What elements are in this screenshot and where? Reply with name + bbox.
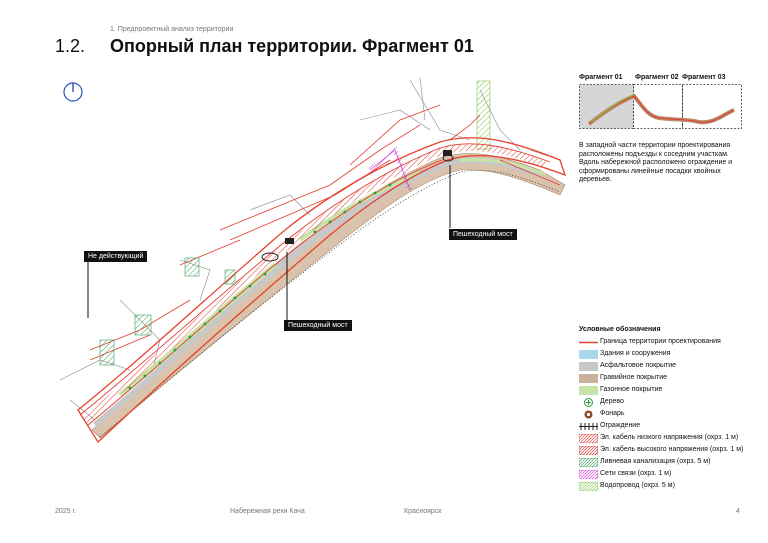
gravel-bank bbox=[92, 153, 565, 438]
legend-item-label: Фонарь bbox=[600, 410, 625, 417]
legend-item-label: Асфальтовое покрытие bbox=[600, 362, 677, 369]
footer-year: 2025 г. bbox=[55, 508, 77, 515]
fill-swatch-icon bbox=[579, 362, 598, 371]
lamp-swatch-icon bbox=[579, 410, 598, 419]
legend-item bbox=[579, 445, 759, 457]
legend-item-label: Эл. кабель низкого напряжения (охрз. 1 м) bbox=[600, 434, 739, 441]
legend-item-label: Газонное покрытие bbox=[600, 386, 663, 393]
legend-item bbox=[579, 385, 759, 397]
inactive-callout: Не действующий bbox=[84, 251, 147, 262]
fill-swatch-icon bbox=[579, 386, 598, 395]
footer-city: Красноярск bbox=[404, 508, 442, 515]
legend-item bbox=[579, 349, 759, 361]
legend-title: Условные обозначения bbox=[579, 326, 661, 333]
legend-item bbox=[579, 337, 759, 349]
fragment-label-1: Фрагмент 01 bbox=[579, 74, 623, 81]
page-title: Опорный план территории. Фрагмент 01 bbox=[110, 36, 474, 56]
line-swatch-icon bbox=[579, 338, 598, 347]
legend-item-label: Ограждение bbox=[600, 422, 641, 429]
storm-drain-patch bbox=[135, 315, 151, 335]
legend-item bbox=[579, 361, 759, 373]
footer-project: Набережная реки Кача bbox=[230, 508, 305, 515]
fragment-label-3: Фрагмент 03 bbox=[682, 74, 726, 81]
legend-item-label: Сети связи (охрз. 1 м) bbox=[600, 470, 672, 477]
legend-item-label: Эл. кабель высокого напряжения (охрз. 1 м) bbox=[600, 446, 744, 453]
bridge-callout-left: Пешеходный мост bbox=[284, 320, 352, 331]
section-number: 1.2. bbox=[55, 36, 86, 56]
fragment-1-box bbox=[580, 85, 634, 129]
bridge-callout-right: Пешеходный мост bbox=[449, 229, 517, 240]
legend-item-label: Дерево bbox=[600, 398, 624, 405]
description-text: В западной части территории проектирования расположены подъезды к соседним участкам. Вдоль набережной расположено ограждение и сформированы линейные посадки хвойных деревьев. bbox=[579, 142, 733, 183]
hatch-swatch-icon bbox=[579, 482, 598, 491]
hatch-swatch-icon bbox=[579, 458, 598, 467]
legend bbox=[579, 337, 759, 493]
storm-drain-patch bbox=[100, 340, 114, 365]
legend-item bbox=[579, 481, 759, 493]
fence-swatch-icon bbox=[579, 422, 598, 431]
legend-item-label: Гравийное покрытие bbox=[600, 374, 667, 381]
fragment-key-map bbox=[579, 84, 742, 129]
hatch-swatch-icon bbox=[579, 446, 598, 455]
legend-item bbox=[579, 373, 759, 385]
project-boundary bbox=[78, 138, 565, 442]
legend-item bbox=[579, 433, 759, 445]
hatch-swatch-icon bbox=[579, 470, 598, 479]
legend-item bbox=[579, 457, 759, 469]
section-label: 1. Предпроектный анализ территории bbox=[110, 26, 234, 33]
footer-page-number: 4 bbox=[736, 508, 740, 515]
storm-drain-patch bbox=[185, 258, 199, 276]
legend-item bbox=[579, 469, 759, 481]
fragment-label-2: Фрагмент 02 bbox=[635, 74, 679, 81]
legend-item bbox=[579, 421, 759, 433]
legend-item-label: Граница территории проектирования bbox=[600, 338, 721, 345]
fill-swatch-icon bbox=[579, 350, 598, 359]
tree-swatch-icon bbox=[579, 398, 598, 407]
bridge-marker bbox=[285, 238, 294, 244]
legend-item bbox=[579, 409, 759, 421]
hatch-swatch-icon bbox=[579, 434, 598, 443]
legend-item-label: Здания и сооружения bbox=[600, 350, 671, 357]
fill-swatch-icon bbox=[579, 374, 598, 383]
legend-item-label: Водопровод (охрз. 5 м) bbox=[600, 482, 675, 489]
storm-drain-patch bbox=[225, 270, 235, 284]
legend-item bbox=[579, 397, 759, 409]
legend-item-label: Ливневая канализация (охрз. 5 м) bbox=[600, 458, 711, 465]
